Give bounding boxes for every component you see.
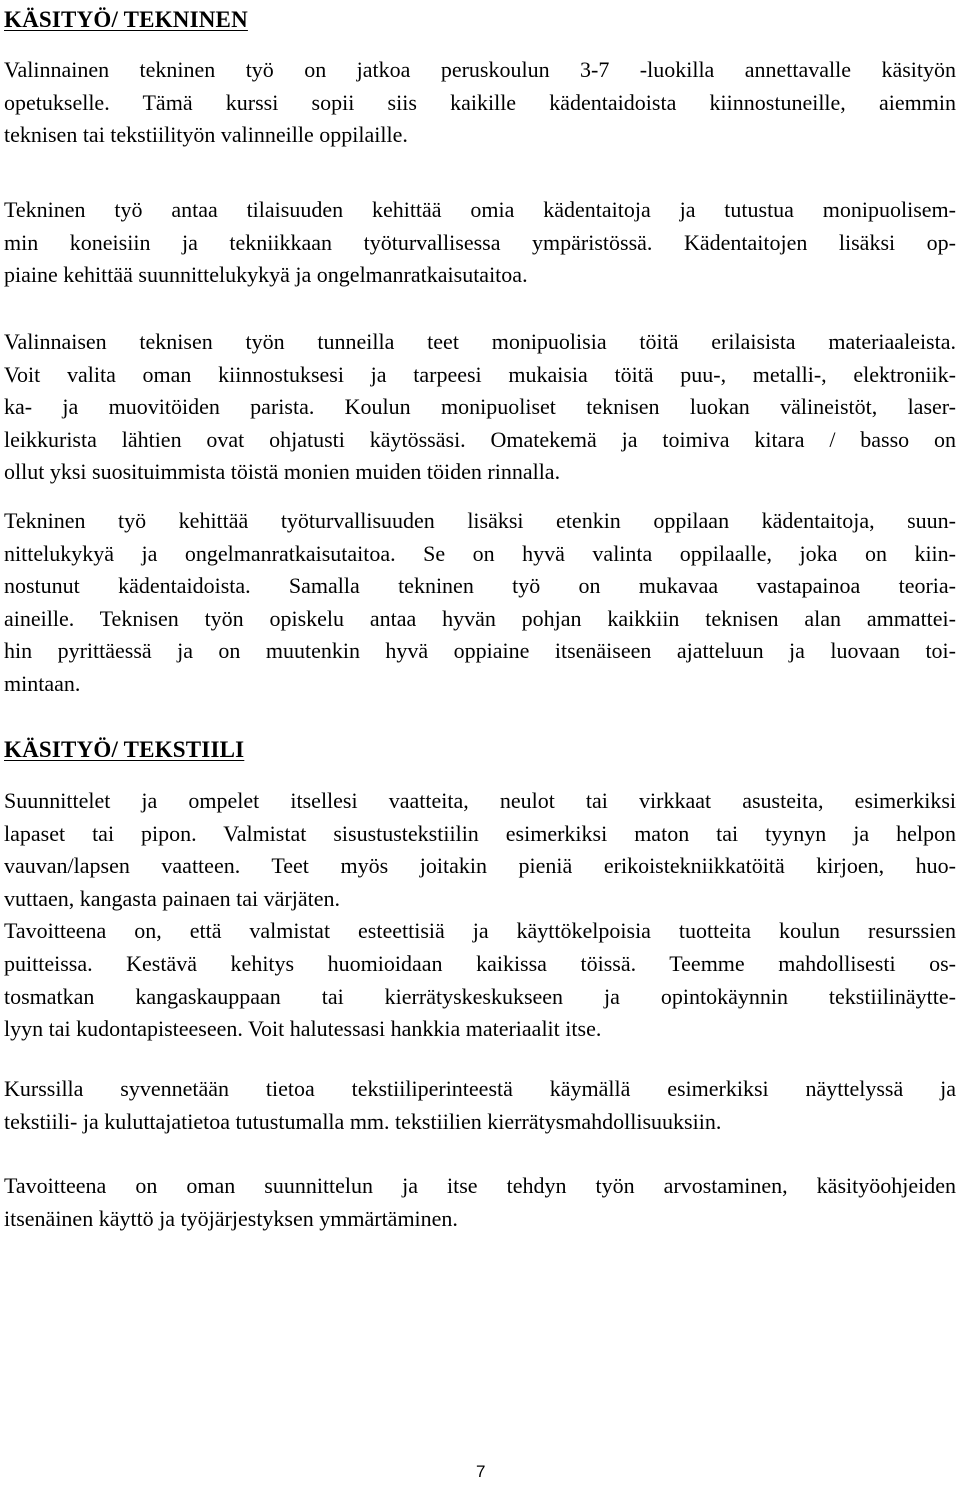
paragraph-tekninen-4 (4, 505, 956, 701)
paragraph-tekninen-3 (4, 326, 956, 489)
text-line: Tavoitteena on oman suunnittelun ja itse tehdyn työn arvostaminen, käsityöohjeiden (4, 1173, 956, 1198)
paragraph-tekstiili-1 (4, 785, 956, 1046)
text-line: Suunnittelet ja ompelet itsellesi vaatteita, neulot tai virkkaat asusteita, esimerkiksi (4, 788, 956, 813)
paragraph-tekstiili-2 (4, 1073, 956, 1138)
text-line: nittelukykyä ja ongelmanratkaisutaitoa. Se on hyvä valinta oppilaalle, joka on kiin- (4, 540, 956, 566)
text-line: ollut yksi suosituimmista töistä monien muiden töiden rinnalla. (4, 459, 561, 485)
text-line: itsenäinen käyttö ja työjärjestyksen ymmärtäminen. (4, 1205, 458, 1231)
text-line: Tekninen työ antaa tilaisuuden kehittää omia kädentaitoja ja tutustua monipuolisem- (4, 197, 956, 222)
text-line: opetukselle. Tämä kurssi sopii siis kaikille kädentaidoista kiinnostuneille, aiemmin (4, 89, 956, 115)
paragraph-tekstiili-3 (4, 1170, 956, 1235)
text-line: puitteissa. Kestävä kehitys huomioidaan kaikissa töissä. Teemme mahdollisesti os- (4, 950, 956, 976)
text-line: vauvan/lapsen vaatteen. Teet myös joitakin pieniä erikoistekniikkatöitä kirjoen, huo- (4, 853, 956, 879)
text-line: teknisen tai tekstiilityön valinneille oppilaille. (4, 122, 408, 148)
text-line: vuttaen, kangasta painaen tai värjäten. (4, 885, 340, 911)
text-line: min koneisiin ja tekniikkaan työturvallisessa ympäristössä. Kädentaitojen lisäksi op- (4, 229, 956, 255)
text-line: Tavoitteena on, että valmistat esteettisiä ja käyttökelpoisia tuotteita koulun resurssien (4, 918, 956, 944)
page-number: 7 (476, 1462, 486, 1481)
text-line: mintaan. (4, 670, 81, 696)
paragraph-tekninen-1 (4, 54, 956, 152)
text-line: tekstiili- ja kuluttajatietoa tutustumalla mm. tekstiilien kierrätysmahdollisuuksiin. (4, 1108, 722, 1134)
text-line: lyyn tai kudontapisteeseen. Voit halutessasi hankkia materiaalit itse. (4, 1016, 602, 1042)
text-line: Tekninen työ kehittää työturvallisuuden lisäksi etenkin oppilaan kädentaitoja, suun- (4, 508, 956, 533)
text-line: Valinnainen tekninen työ on jatkoa peruskoulun 3-7 -luokilla annettavalle käsityön (4, 57, 956, 82)
section-heading-tekstiili: KÄSITYÖ/ TEKSTIILI (4, 737, 245, 762)
text-line: Voit valita oman kiinnostuksesi ja tarpeesi mukaisia töitä puu-, metalli-, elektroniik- (4, 361, 956, 387)
text-line: ka- ja muovitöiden parista. Koulun monipuoliset teknisen luokan välineistöt, laser- (4, 394, 956, 420)
text-line: piaine kehittää suunnittelukykyä ja ongelmanratkaisutaitoa. (4, 262, 528, 288)
text-line: nostunut kädentaidoista. Samalla tekninen työ on mukavaa vastapainoa teoria- (4, 573, 956, 599)
text-line: lapaset tai pipon. Valmistat sisustustekstiilin esimerkiksi maton tai tyynyn ja helpon (4, 820, 956, 846)
text-line: Valinnaisen teknisen työn tunneilla teet monipuolisia töitä erilaisista materiaaleista. (4, 329, 956, 354)
text-line: aineille. Teknisen työn opiskelu antaa hyvän pohjan kaikkiin teknisen alan ammattei- (4, 605, 956, 631)
text-line: tosmatkan kangaskauppaan tai kierrätyskeskukseen ja opintokäynnin tekstiilinäytte- (4, 983, 956, 1009)
paragraph-tekninen-2 (4, 194, 956, 292)
text-line: leikkurista lähtien ovat ohjatusti käytössäsi. Omatekemä ja toimiva kitara / basso on (4, 426, 956, 452)
text-line: hin pyrittäessä ja on muutenkin hyvä oppiaine itsenäiseen ajatteluun ja luovaan toi- (4, 638, 956, 664)
text-line: Kurssilla syvennetään tietoa tekstiiliperinteestä käymällä esimerkiksi näyttelyssä ja (4, 1076, 956, 1101)
section-heading-tekninen: KÄSITYÖ/ TEKNINEN (4, 7, 248, 32)
